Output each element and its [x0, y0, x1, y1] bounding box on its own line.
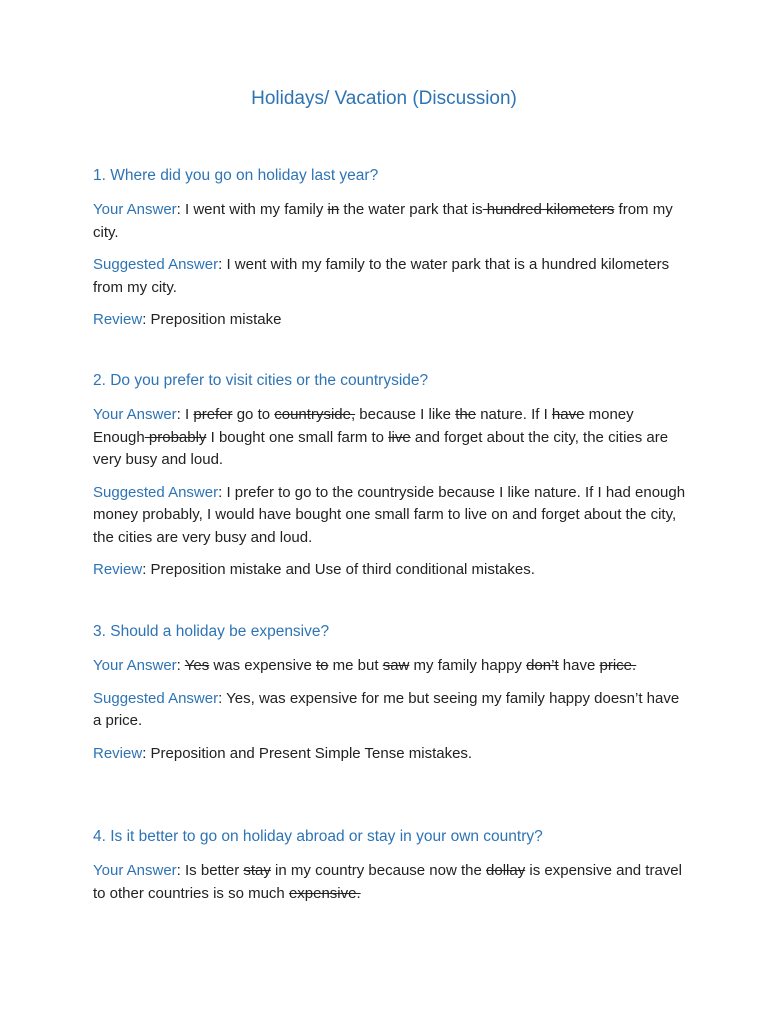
suggested-answer-1: Suggested Answer: I went with my family to the water park that is a hundred kilometers from my city. — [93, 256, 670, 296]
question-3: 3. Should a holiday be expensive? — [93, 623, 330, 640]
suggested-answer-label: Suggested Answer — [93, 483, 219, 501]
answer-text: Is better — [185, 862, 244, 879]
page-title: Holidays/ Vacation (Discussion) — [251, 88, 517, 109]
answer-text: money Enough — [93, 406, 634, 446]
your-answer-3: Your Answer: Yes was expensive to me but saw my family happy don’t have price. — [93, 657, 637, 674]
struck-text: probably — [144, 428, 207, 446]
answer-text: me but — [328, 657, 383, 674]
answer-text: the water park that is — [339, 201, 483, 218]
answer-text: because I like — [355, 406, 456, 423]
suggested-answer-label: Suggested Answer — [93, 689, 219, 707]
answer-text: go to — [232, 406, 275, 423]
suggested-answer-text: I prefer to go to the countryside because I like nature. If I had enough money probably, I would have bought one small farm to live on and forget about the city, the cities are very busy and loud. — [93, 483, 686, 546]
struck-text: hundred kilometers — [482, 201, 615, 218]
suggested-answer-text: Yes, was expensive for me but seeing my family happy doesn’t have a price. — [93, 689, 680, 729]
struck-text: price. — [599, 657, 637, 674]
answer-text: was expensive — [209, 657, 316, 674]
suggested-answer-text: I went with my family to the water park that is a hundred kilometers from my city. — [93, 256, 670, 296]
struck-text: stay — [243, 862, 271, 879]
review-text: Preposition and Present Simple Tense mistakes. — [150, 744, 473, 762]
question-2: 2. Do you prefer to visit cities or the countryside? — [93, 372, 429, 389]
review-label: Review — [93, 311, 143, 328]
review-text: Preposition mistake — [150, 311, 282, 328]
question-section-3 — [93, 621, 688, 775]
answer-text: from my city. — [93, 201, 673, 241]
your-answer-4: Your Answer: Is better stay in my country because now the dollay is expensive and travel to other countries is so much expensive. — [93, 862, 682, 902]
answer-text: I went with my family — [185, 201, 328, 218]
review-label: Review — [93, 744, 143, 762]
question-1: 1. Where did you go on holiday last year? — [93, 167, 379, 184]
answer-text: I — [185, 406, 194, 423]
answer-text: is expensive and travel to other countries is so much — [93, 862, 682, 902]
struck-text: saw — [382, 657, 410, 674]
your-answer-2: Your Answer: I prefer go to countryside, because I like the nature. If I have money Enough probably I bought one small farm to live and forget about the city, the cities are very busy and loud. — [93, 406, 669, 468]
struck-text: in — [327, 201, 340, 218]
struck-text: to — [315, 657, 329, 674]
struck-text: have — [551, 406, 585, 423]
question-section-2 — [93, 370, 688, 592]
answer-text: nature. If I — [476, 406, 552, 423]
question-section-1 — [93, 165, 688, 342]
answer-text: have — [558, 657, 600, 674]
your-answer-label: Your Answer — [93, 201, 177, 218]
suggested-answer-3: Suggested Answer: Yes, was expensive for me but seeing my family happy doesn’t have a price. — [93, 689, 680, 729]
review-label: Review — [93, 561, 143, 578]
struck-text: expensive. — [288, 884, 361, 902]
suggested-answer-label: Suggested Answer — [93, 256, 219, 273]
your-answer-label: Your Answer — [93, 406, 177, 423]
struck-text: Yes — [184, 657, 210, 674]
struck-text: don’t — [526, 657, 559, 674]
review-3: Review: Preposition and Present Simple Tense mistakes. — [93, 744, 473, 762]
struck-text: the — [455, 406, 477, 423]
review-text: Preposition mistake and Use of third conditional mistakes. — [150, 561, 535, 578]
your-answer-label: Your Answer — [93, 862, 177, 879]
your-answer-1: Your Answer: I went with my family in the water park that is hundred kilometers from my city. — [93, 201, 673, 241]
answer-text: in my country because now the — [270, 862, 487, 879]
struck-text: dollay — [486, 862, 526, 879]
your-answer-label: Your Answer — [93, 657, 177, 674]
answer-text: I bought one small farm to — [206, 428, 389, 446]
question-section-4 — [93, 826, 688, 915]
struck-text: prefer — [193, 406, 233, 423]
review-1: Review: Preposition mistake — [93, 311, 282, 328]
question-4: 4. Is it better to go on holiday abroad or stay in your own country? — [93, 828, 543, 845]
answer-text: my family happy — [409, 657, 527, 674]
struck-text: live — [388, 428, 411, 446]
review-2: Review: Preposition mistake and Use of third conditional mistakes. — [93, 561, 535, 578]
struck-text: countryside, — [274, 406, 356, 423]
suggested-answer-2: Suggested Answer: I prefer to go to the countryside because I like nature. If I had enough money probably, I would have bought one small farm to live on and forget about the city, the cities are very busy and loud. — [93, 483, 686, 546]
answer-text: and forget about the city, the cities are very busy and loud. — [93, 428, 669, 468]
